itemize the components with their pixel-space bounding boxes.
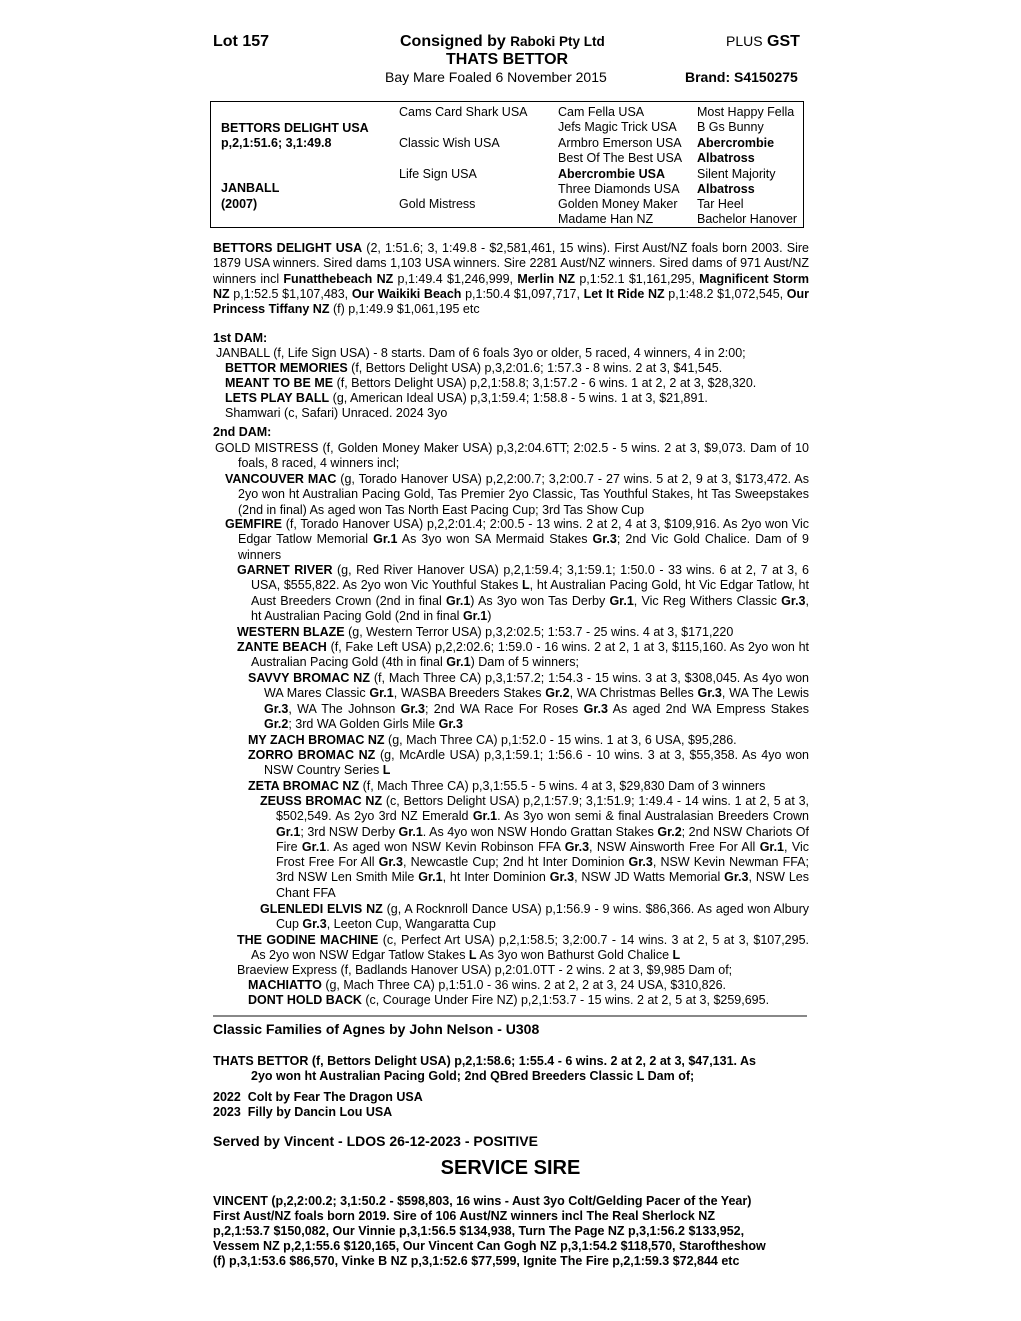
ped-gen3: Best Of The Best USA: [558, 151, 683, 165]
vincent-line: (f) p,3,1:53.6 $86,570, Vinke B NZ p,3,1:52.6 $77,599, Ignite The Fire p,2,1:59.3 $72,844 etc: [213, 1254, 740, 1268]
ped-gen3: Abercrombie USA: [558, 167, 665, 181]
gst-note: [726, 33, 800, 51]
vincent-line: VINCENT (p,2,2:00.2; 3,1:50.2 - $598,803, 16 wins - Aust 3yo Colt/Gelding Pacer of the Year): [213, 1194, 752, 1208]
group-label: L: [522, 578, 530, 593]
vincent-line: First Aust/NZ foals born 2019. Sire of 106 Aust/NZ winners incl The Real Sherlock NZ: [213, 1209, 715, 1223]
text: , WA Christmas Belles: [569, 686, 698, 701]
plus-label: PLUS: [726, 33, 763, 49]
first-dam-intro: JANBALL (f, Life Sign USA) - 8 starts. Dam of 6 foals 3yo or older, 5 raced, 4 winners, 4 in 2:00;: [216, 346, 746, 360]
text: (g, American Ideal USA) p,3,1:59.4; 1:58.8 - 5 wins. 1 at 3, $21,891.: [329, 391, 708, 405]
family-line: Classic Families of Agnes by John Nelson - U308: [213, 1021, 540, 1037]
progeny-name: Merlin NZ: [517, 271, 576, 286]
second-dam-heading: 2nd DAM:: [213, 425, 272, 439]
horse-name: ZORRO BROMAC NZ: [248, 748, 376, 762]
text: (f) p,1:49.9 $1,061,195 etc: [329, 302, 480, 317]
horse-name: GARNET RIVER: [237, 563, 333, 577]
text: , Newcastle Cup; 2nd ht Inter Dominion: [402, 855, 629, 870]
consignor-name: Raboki Pty Ltd: [510, 34, 605, 49]
text: ; 2nd WA Race For Roses: [425, 701, 584, 716]
ped-gen4: B Gs Bunny: [697, 120, 764, 134]
text: (g, Western Terror USA) p,3,2:02.5; 1:53.7 - 25 wins. 4 at 3, $171,220: [344, 625, 734, 639]
progeny-name: Funatthebeach NZ: [283, 271, 394, 286]
ped-gen3: Jefs Magic Trick USA: [558, 120, 677, 134]
text: (f, Bettors Delight USA) p,3,2:01.6; 1:57.3 - 8 wins. 2 at 3, $41,545.: [347, 361, 723, 375]
ped-gen4: Bachelor Hanover: [697, 212, 798, 226]
vincent-line: Vessem NZ p,2,1:55.6 $120,165, Our Vincent Can Gogh NZ p,3,1:54.2 $118,570, Staroftheshow: [213, 1239, 766, 1253]
group-label: Gr.1: [759, 839, 785, 854]
group-label: Gr.1: [472, 809, 498, 824]
text: . As 4yo won NSW Hondo Grattan Stakes: [422, 824, 658, 839]
horse-name: SAVVY BROMAC NZ: [248, 671, 370, 685]
group-label: Gr.2: [545, 686, 570, 701]
text: ; 2nd Vic Gold Chalice. Dam of 9 winners: [238, 532, 809, 562]
text: p,1:49.4 $1,246,999,: [393, 271, 518, 286]
ped-sire: BETTORS DELIGHT USA: [221, 121, 369, 135]
text: , WA The Lewis: [721, 686, 809, 701]
group-label: Gr.3: [697, 686, 722, 701]
fourth-gen-entry: [248, 779, 765, 794]
group-label: Gr.3: [302, 917, 327, 932]
third-gen-entry: Braeview Express (f, Badlands Hanover USA) p,2:01.0TT - 2 wins. 2 at 3, $9,985 Dam of;: [237, 963, 733, 977]
group-label: Gr.2: [657, 824, 682, 839]
progeny-name: Magnificent Storm NZ: [213, 271, 809, 301]
ped-gen2: Life Sign USA: [399, 167, 477, 181]
served-line: Served by Vincent - LDOS 26-12-2023 - POSITIVE: [213, 1133, 538, 1149]
group-label: Gr.1: [369, 686, 394, 701]
lot-horse-line: 2yo won ht Australian Pacing Gold; 2nd QBred Breeders Classic L Dam of;: [251, 1069, 695, 1083]
text: , ht Inter Dominion: [442, 870, 550, 885]
text: (c, Courage Under Fire NZ) p,2,1:53.7 - 15 wins. 2 at 2, 5 at 3, $259,695.: [361, 993, 770, 1007]
group-label: Gr.3: [724, 870, 749, 885]
text: ; 3rd NSW Derby: [300, 824, 399, 839]
group-label: Gr.1: [609, 593, 634, 608]
second-dam-entry: [225, 472, 809, 518]
first-dam-entry: [225, 376, 756, 391]
progeny-item: 2023 Filly by Dancin Lou USA: [213, 1105, 393, 1119]
group-label: Gr.1: [301, 839, 327, 854]
first-dam-entry: [225, 391, 708, 406]
text: . As 3yo won semi & final Australasian Breeders Crown: [497, 809, 809, 824]
sire-name: BETTORS DELIGHT USA: [213, 241, 363, 255]
text: ): [487, 608, 492, 623]
consigned-by: [400, 33, 605, 51]
text: ; 2nd NSW Chariots Of Fire: [276, 824, 809, 854]
text: , Leeton Cup, Wangaratta Cup: [326, 917, 496, 932]
horse-name: THE GODINE MACHINE: [237, 933, 379, 947]
lot-number: Lot 157: [213, 33, 270, 50]
text: As 3yo won Bathurst Gold Chalice: [476, 948, 673, 963]
group-label: Gr.1: [373, 532, 398, 547]
text: (g, Red River Hanover USA) p,2,1:59.4; 3,1:59.1; 1:50.0 - 33 wins. 6 at 2, 7 at 3, 6 USA, $555,822. As 2yo won Vic Youthful Stakes: [251, 563, 809, 593]
gst-label: GST: [767, 33, 800, 50]
group-label: Gr.1: [462, 608, 488, 623]
text: As aged 2nd WA Empress Stakes: [607, 701, 810, 716]
text: p,1:48.2 $1,072,545,: [664, 286, 787, 301]
group-label: Gr.1: [445, 593, 471, 608]
horse-name: LETS PLAY BALL: [225, 391, 330, 405]
sire-paragraph: [213, 241, 809, 317]
ped-gen3: Three Diamonds USA: [558, 182, 680, 196]
text: ; 3rd WA Golden Girls Mile: [288, 716, 439, 731]
text: , Vic Reg Withers Classic: [633, 593, 782, 608]
ped-dam-year: (2007): [221, 197, 258, 211]
group-label: Gr.3: [592, 532, 617, 547]
lot-horse-line: THATS BETTOR (f, Bettors Delight USA) p,2,1:58.6; 1:55.4 - 6 wins. 2 at 2, 2 at 3, $47,131. As: [213, 1054, 756, 1068]
ped-gen4: Albatross: [697, 182, 755, 196]
service-sire-heading: SERVICE SIRE: [440, 1157, 581, 1179]
progeny-name: Let It Ride NZ: [583, 286, 665, 301]
text: (2, 1:51.6; 3, 1:49.8 - $2,581,461, 15 wins). First Aust/NZ foals born 2003. Sire 1879 USA winners. Sired dams 1,103 USA winners. Sire 2281 Aust/NZ winners. Sired dams of 971 Aust/NZ winners incl: [213, 241, 809, 286]
fifth-gen-entry: [260, 902, 809, 933]
group-label: Gr.3: [583, 701, 608, 716]
text: , NSW Ainsworth Free For All: [589, 839, 760, 854]
text: p,1:52.1 $1,161,295,: [575, 271, 700, 286]
fourth-gen-entry: [248, 733, 737, 748]
ped-gen3: Madame Han NZ: [558, 212, 654, 226]
group-label: Gr.2: [264, 716, 289, 731]
horse-name: WESTERN BLAZE: [237, 625, 345, 639]
ped-gen4: Abercrombie: [697, 136, 775, 150]
horse-name: DONT HOLD BACK: [248, 993, 362, 1007]
text: (g, Torado Hanover USA) p,2,2:00.7; 3,2:00.7 - 27 wins. 5 at 2, 9 at 3, $173,472. As 2yo won ht Australian Pacing Gold, Tas Premier 2yo Classic, Tas Youthful Stakes, ht Tas Sweepstakes (2nd in final) As aged won Tas North East Pacing Cup; 3rd Tas Show Cup: [238, 472, 809, 517]
ped-gen3: Cam Fella USA: [558, 105, 645, 119]
text: , Vic Frost Free For All: [276, 839, 809, 870]
text: (f, Fake Left USA) p,2,2:02.6; 1:59.0 - 16 wins. 2 at 2, 1 at 3, $115,160. As 2yo won ht Australian Pacing Gold (4th in final: [251, 640, 809, 670]
text: . As aged won NSW Kevin Robinson FFA: [326, 839, 565, 854]
ped-gen3: Armbro Emerson USA: [558, 136, 682, 150]
consigned-label: Consigned by: [400, 33, 506, 50]
group-label: Gr.1: [446, 655, 471, 670]
group-label: Gr.3: [378, 855, 403, 870]
horse-name: MEANT TO BE ME: [225, 376, 334, 390]
horse-name: ZEUSS BROMAC NZ: [260, 794, 383, 808]
group-label: Gr.3: [549, 870, 575, 885]
text: ) As 3yo won Tas Derby: [470, 593, 610, 608]
group-label: Gr.3: [400, 701, 425, 716]
text: p,1:52.5 $1,107,483,: [229, 286, 352, 301]
text: (g, McArdle USA) p,3,1:59.1; 1:56.6 - 10 wins. 3 at 3, $55,358. As 4yo won NSW Country Series: [264, 748, 809, 778]
group-label: Gr.3: [264, 701, 289, 716]
horse-name: VANCOUVER MAC: [225, 472, 337, 486]
horse-name: ZETA BROMAC NZ: [248, 779, 360, 793]
horse-name: GLENLEDI ELVIS NZ: [260, 902, 383, 916]
second-dam-entry: [225, 517, 809, 563]
group-label: Gr.3: [628, 855, 653, 870]
group-label: L: [672, 948, 681, 963]
fourth-gen-entry: [248, 748, 809, 779]
text: As 3yo won SA Mermaid Stakes: [397, 532, 593, 547]
group-label: L: [382, 763, 391, 778]
text: (f, Mach Three CA) p,3,1:55.5 - 5 wins. 4 at 3, $29,830 Dam of 3 winners: [359, 779, 766, 793]
horse-name: THATS BETTOR: [446, 51, 569, 68]
progeny-name: Our Princess Tiffany NZ: [213, 286, 810, 317]
ped-gen4: Tar Heel: [697, 197, 744, 211]
ped-gen2: Classic Wish USA: [399, 136, 500, 150]
horse-name: ZANTE BEACH: [237, 640, 327, 654]
ped-gen2: Gold Mistress: [399, 197, 476, 211]
horse-name: BETTOR MEMORIES: [225, 361, 348, 375]
second-dam-intro: GOLD MISTRESS (f, Golden Money Maker USA) p,3,2:04.6TT; 2:02.5 - 5 wins. 2 at 3, $9,073. Dam of 10 foals, 8 raced, 4 winners incl;: [215, 441, 809, 471]
ped-gen4: Silent Majority: [697, 167, 776, 181]
group-label: Gr.1: [276, 824, 301, 839]
divider: [213, 1015, 807, 1017]
text: , NSW Kevin Newman FFA; 3rd NSW Len Smith Mile: [276, 855, 809, 885]
ped-gen2: Cams Card Shark USA: [399, 105, 528, 119]
group-label: Gr.3: [438, 716, 463, 731]
third-gen-entry: [237, 625, 733, 640]
third-gen-entry: [237, 640, 809, 671]
ped-gen3: Golden Money Maker: [558, 197, 678, 211]
text: (g, Mach Three CA) p,1:51.0 - 36 wins. 2 at 2, 2 at 3, 24 USA, $310,826.: [321, 978, 727, 992]
text: , ht Australian Pacing Gold (2nd in final: [251, 593, 809, 623]
group-label: Gr.3: [564, 839, 590, 854]
text: , NSW JD Watts Memorial: [574, 870, 725, 885]
text: (f, Bettors Delight USA) p,2,1:58.8; 3,1:57.2 - 6 wins. 1 at 2, 2 at 3, $28,320.: [333, 376, 757, 390]
group-label: Gr.1: [398, 824, 423, 839]
text: (f, Mach Three CA) p,3,1:57.2; 1:54.3 - 15 wins. 3 at 3, $308,045. As 4yo won WA Mares Classic: [264, 671, 810, 701]
fourth-gen-entry: [248, 671, 809, 732]
text: , NSW Les Chant FFA: [276, 870, 809, 900]
ped-gen4: Most Happy Fella: [697, 105, 795, 119]
text: (c, Bettors Delight USA) p,2,1:57.9; 3,1:51.9; 1:49.4 - 14 wins. 1 at 2, 5 at 3, $502,549. As 2yo 3rd NZ Emerald: [276, 794, 809, 824]
ped-sire-record: p,2,1:51.6; 3,1:49.8: [221, 136, 332, 150]
text: (f, Torado Hanover USA) p,2,2:01.4; 2:00.5 - 13 wins. 2 at 2, 4 at 3, $109,916. As 2yo won Vic Edgar Tatlow Memorial: [238, 517, 809, 547]
group-label: L: [468, 948, 477, 963]
text: ) Dam of 5 winners;: [470, 655, 579, 670]
progeny-item: 2022 Colt by Fear The Dragon USA: [213, 1090, 423, 1104]
fourth-gen-entry: [248, 978, 726, 993]
progeny-name: Our Waikiki Beach: [351, 286, 462, 301]
first-dam-heading: 1st DAM:: [213, 331, 268, 345]
fourth-gen-entry: [248, 993, 769, 1008]
text: , WASBA Breeders Stakes: [393, 686, 546, 701]
brand: Brand: S4150275: [685, 69, 798, 85]
text: , ht Australian Pacing Gold, ht Vic Edgar Tatlow, ht Aust Breeders Crown (2nd in final: [251, 578, 809, 608]
horse-name: GEMFIRE: [225, 517, 282, 531]
horse-name: MACHIATTO: [248, 978, 322, 992]
group-label: Gr.3: [781, 593, 806, 608]
horse-description: Bay Mare Foaled 6 November 2015: [385, 69, 607, 85]
fifth-gen-entry: [260, 794, 809, 901]
text: (g, A Rocknroll Dance USA) p,1:56.9 - 9 wins. $86,366. As aged won Albury Cup: [276, 902, 810, 932]
first-dam-entry: [225, 361, 722, 376]
ped-dam: JANBALL: [221, 181, 280, 195]
ped-gen4: Albatross: [697, 151, 755, 165]
third-gen-entry: [237, 933, 809, 964]
text: , WA The Johnson: [288, 701, 401, 716]
text: (c, Perfect Art USA) p,2,1:58.5; 3,2:00.7 - 14 wins. 3 at 2, 5 at 3, $107,295. As 2yo won NSW Edgar Tatlow Stakes: [251, 933, 809, 963]
text: p,1:50.4 $1,097,717,: [461, 286, 584, 301]
first-dam-entry: Shamwari (c, Safari) Unraced. 2024 3yo: [225, 406, 448, 420]
third-gen-entry: [237, 563, 809, 624]
horse-name: MY ZACH BROMAC NZ: [248, 733, 385, 747]
group-label: Gr.1: [418, 870, 443, 885]
text: (g, Mach Three CA) p,1:52.0 - 15 wins. 1 at 3, 6 USA, $95,286.: [384, 733, 737, 747]
vincent-line: p,2,1:53.7 $150,082, Our Vinnie p,3,1:56.5 $134,938, Turn The Page NZ p,3,1:56.2 $133,952,: [213, 1224, 745, 1238]
